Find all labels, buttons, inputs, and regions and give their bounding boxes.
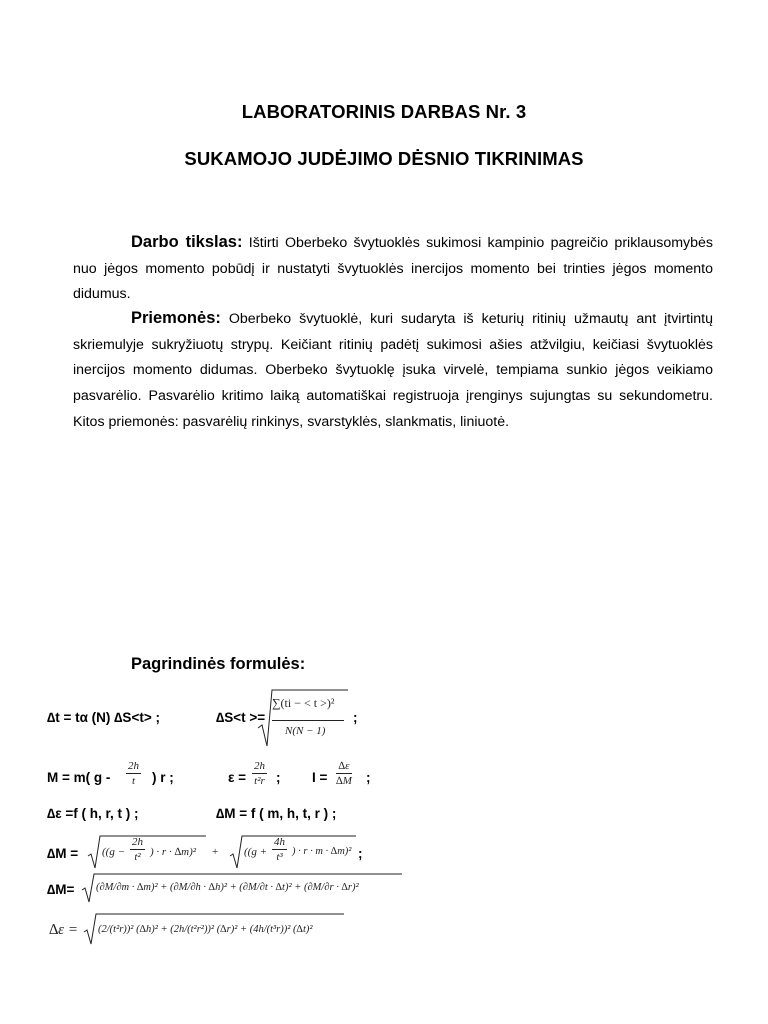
formula-de-left: ∆ε = <box>49 922 78 938</box>
formula-inertia-left: I = <box>312 770 328 785</box>
formula-delta-s-left: ∆S<t >= <box>216 710 266 725</box>
formula-delta-m-left: ∆M = <box>47 846 79 861</box>
formula-delta-t: ∆t = tα (N) ∆S<t> ; <box>47 710 160 725</box>
lab-title: LABORATORINIS DARBAS Nr. 3 <box>241 101 527 122</box>
formula-dm-a-frac: $\frac{2h}{\text{t²}}$ <box>132 836 143 863</box>
formula-delta-s-sum: ∑(ti − < t >)² <box>272 696 335 710</box>
formula-dm-b-frac: $\frac{4h}{\text{t³}}$ <box>274 836 285 863</box>
formula-dm-plus: + <box>212 846 219 858</box>
formula-moment-left: M = m( g - <box>47 770 111 785</box>
formula-epsilon-semi: ; <box>276 770 281 785</box>
formula-inertia-frac: $\frac{\Delta\varepsilon}{\Delta M}$ <box>336 760 352 787</box>
formula-inertia-semi: ; <box>366 770 371 785</box>
formula-delta-m-func: ∆M = f ( m, h, t, r ) ; <box>216 806 337 821</box>
aim-label: Darbo tikslas: <box>131 233 243 251</box>
formula-dm-semi: ; <box>358 846 363 861</box>
formula-dm-a: ((g − <box>102 846 125 858</box>
aim-paragraph <box>73 230 713 308</box>
formula-dm-partial-left: ∆M= <box>47 882 75 897</box>
formula-delta-s-semi: ; <box>353 710 358 725</box>
formula-dm-partial-body: (∂M/∂m · ∆m)² + (∂M/∂h · ∆h)² + (∂M/∂t · ∆t)² + (∂M/∂r · ∆r)² <box>96 882 359 893</box>
lab-subtitle: SUKAMOJO JUDĖJIMO DĖSNIO TIKRINIMAS <box>184 148 584 169</box>
formula-delta-epsilon-func: ∆ε =f ( h, r, t ) ; <box>47 806 139 821</box>
aim-text: Ištirti Oberbeko švytuoklės sukimosi kampinio pagreičio priklausomybės nuo jėgos momento pobūdį ir nustatyti švytuoklės inercijos momento bei trinties jėgos momento didumus. <box>73 235 714 303</box>
formula-moment-right: ) r ; <box>152 770 174 785</box>
formula-delta-s-den: N(N − 1) <box>285 725 326 737</box>
equipment-text: Oberbeko švytuoklė, kuri sudaryta iš keturių ritinių užmautų ant įtvirtintų skriemulyje sukryžiuotų strypų. Keičiant ritinių padėtį sukimosi ašies atžvilgiu, keičiasi švytuoklės inercijos momento didumas. Oberbeko švytuoklę įsuka virvelė, tempiama sunkio jėgos veikiamo pasvarėlio. Pasvarėlio kritimo laiką automatiškai registruoja įrenginys sujungtas su sekundometru. Kitos priemonės: pasvarėlių rinkinys, svarstyklės, slankmatis, liniuotė. <box>73 311 713 430</box>
formula-dm-b-tail: ) · r · m · ∆m)² <box>292 846 352 857</box>
formula-de-body: (2/(t²r))² (∆h)² + (2h/(t²r²))² (∆r)² + (4h/(t³r))² (∆t)² <box>98 924 313 935</box>
formula-moment-frac: $\frac{2h}{t}$ <box>128 760 139 787</box>
equipment-paragraph <box>73 306 713 436</box>
equipment-label: Priemonės: <box>131 309 221 327</box>
formula-dm-b: ((g + <box>244 846 267 858</box>
formula-epsilon-left: ε = <box>228 770 247 785</box>
formula-epsilon-frac: $\frac{2h}{\text{t²r}}$ <box>254 760 265 787</box>
formulas-heading: Pagrindinės formulės: <box>131 655 306 673</box>
fraction-line <box>272 720 344 721</box>
formula-dm-a-tail: ) · r · ∆m)² <box>150 846 197 858</box>
